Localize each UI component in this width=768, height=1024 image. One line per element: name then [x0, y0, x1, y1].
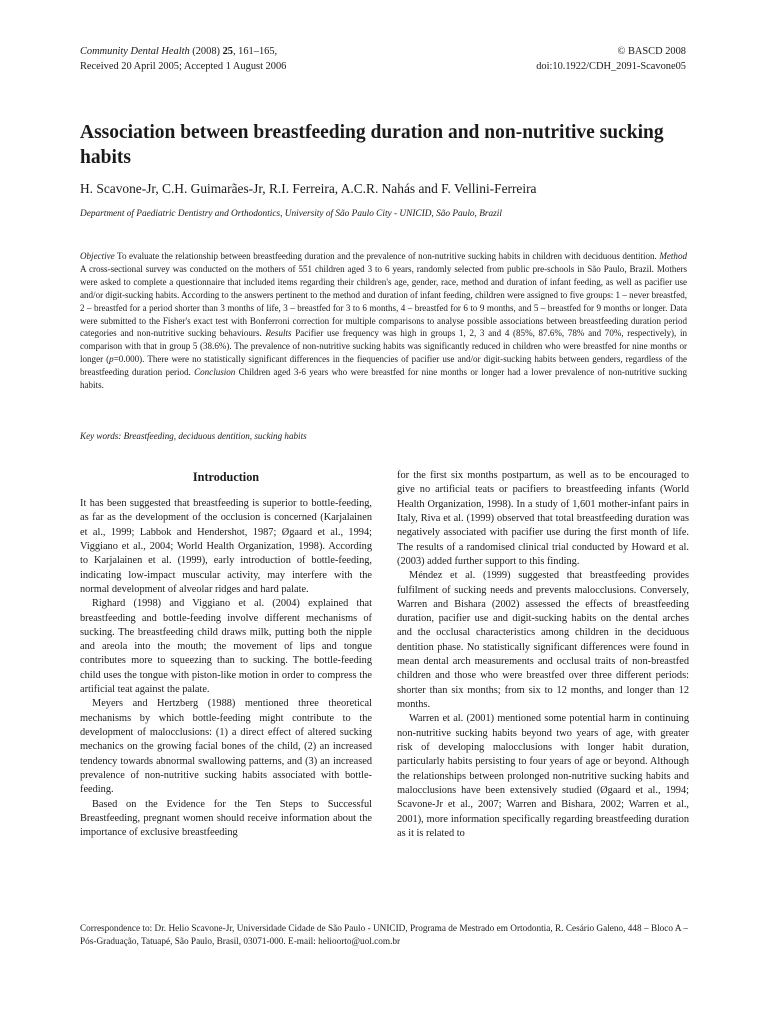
- abstract-method: A cross-sectional survey was conducted on the mothers of 551 children aged 3 to 6 years, randomly selected from public pre-schools in São Paulo, Brazil. Mothers were asked to complete a questionnaire that included items regarding their children's age, gender, race, method and duration of infant feeding, as well as pacifier use and/or digit-sucking habits. According to the answers pertinent to the method and duration of infant feeding, children were assigned to five groups: 1 – never breastfed, 2 – breastfed for a period shorter than 3 months of life, 3 – breastfed for 3 to 6 months, 4 – breastfed for 6 to 9 months, and 5 – breastfed for 9 months or longer. Data were submitted to the Fisher's exact test with Bonferroni correction for multiple comparisons to analyse possible associations between breastfeeding duration period categories and non-nutritive sucking behaviours.: [80, 263, 687, 339]
- abstract-method-label: Method: [659, 251, 687, 261]
- affiliation: Department of Paediatric Dentistry and Orthodontics, University of São Paulo City - UNICID, São Paulo, Brazil: [80, 209, 502, 219]
- body-paragraph: Based on the Evidence for the Ten Steps to Successful Breastfeeding, pregnant women should receive information about the importance of exclusive breastfeeding: [80, 798, 372, 839]
- body-column-right: [397, 469, 689, 841]
- abstract-results: Pacifier use frequency was high in groups 1, 2, 3 and 4 (85%, 87.6%, 78% and 70%, respectively), in comparison with that in group 5 (38.6%). The prevalence of non-nutritive sucking habits was significantly reduced in children who were breastfed for nine months or longer (: [80, 328, 687, 365]
- body-column-left: [80, 470, 372, 841]
- abstract-results-cont: =0.000). There were no statistically significant differences in the fiequencies of pacifier use and/or digit-sucking habits between genders, regardless of the breastfeeding duration period.: [80, 354, 687, 378]
- received-accepted-dates: Received 20 April 2005; Accepted 1 August 2006: [80, 61, 287, 72]
- keywords: Key words: Breastfeeding, deciduous dentition, sucking habits: [80, 431, 307, 441]
- journal-name: Community Dental Health: [80, 46, 190, 57]
- abstract-p-value-symbol: p: [109, 354, 114, 365]
- journal-citation: [80, 44, 286, 74]
- abstract-objective: To evaluate the relationship between breastfeeding duration and the prevalence of non-nutritive sucking habits in children with deciduous dentition.: [114, 251, 660, 261]
- citation-year: (2008): [189, 46, 223, 57]
- citation-line: [80, 44, 286, 59]
- journal-meta: [536, 44, 686, 74]
- body-paragraph: Warren et al. (2001) mentioned some potential harm in continuing non-nutritive sucking habits beyond two years of age, with greater risk of developing malocclusions with longer habit duration, particularly habits persisting to four years of age or beyond. Although the relationships between prolonged non-nutritive sucking habits and malocclusions have been extensively studied (Øgaard et al., 1994; Scavone-Jr et al., 2007; Warren and Bishara, 2002; Warren et al., 2001), more information specifically regarding breastfeeding duration as it is related to: [397, 713, 689, 839]
- section-heading-introduction: Introduction: [192, 470, 260, 484]
- copyright-notice: © BASCD 2008: [617, 46, 686, 57]
- abstract-objective-label: Objective: [80, 251, 115, 261]
- abstract: [80, 250, 687, 392]
- citation-volume: 25: [222, 46, 233, 57]
- body-paragraph: Meyers and Hertzberg (1988) mentioned three theoretical mechanisms by which bottle-feeding might contribute to the development of malocclusions: (1) a direct effect of altered sucking mechanics on the growing facial bones of the child, (2) an increased tendency towards abnormal swallowing patterns, and (3) an increased prevalence of non-nutritive sucking habits associated with bottle-feeding.: [80, 698, 372, 796]
- body-paragraph: It has been suggested that breastfeeding is superior to bottle-feeding, as far as the development of the occlusion is concerned (Karjalainen et al., 1999; Labbok and Hendershot, 1987; Øgaard et al., 1994; Viggiano et al., 2004; World Health Organization, 1998). According to Karjalainen et al. (1999), early introduction of bottle-feeding, indicating low-impact muscular activity, may interfere with the normal development of alveolar ridges and hard palate.: [80, 498, 372, 595]
- citation-pages: , 161–165,: [232, 46, 278, 57]
- body-paragraph: Méndez et al. (1999) suggested that breastfeeding provides fulfilment of sucking needs and prevents malocclusions. Conversely, Warren and Bishara (2002) assessed the effects of breastfeeding duration, pacifier use and digit-sucking habits on the dental arches and the occlusal characteristics among children in the deciduous dentition phase. No statistically significant differences were found in mean dental arch measurements and occlusal traits of non-breastfed children and those who were breastfed over three different periods: shorter than six months; from six to 12 months, and longer than 12 months.: [397, 570, 689, 710]
- correspondence-footnote: Correspondence to: Dr. Helio Scavone-Jr, Universidade Cidade de São Paulo - UNICID, Programa de Mestrado em Ortodontia, R. Cesário Galeno, 448 – Bloco A – Pós-Graduação, Tatuapé, São Paulo, Brasil, 03071-000. E-mail: helioorto@uol.com.br: [80, 924, 688, 947]
- abstract-conclusion: Children aged 3-6 years who were breastfed for nine months or longer had a lower prevalence of non-nutritive sucking habits.: [80, 367, 687, 391]
- body-paragraph: Righard (1998) and Viggiano et al. (2004) explained that breastfeeding and bottle-feeding involve different mechanisms of sucking. The breastfeeding child draws milk, putting both the nipple and areola into the mouth; the movement of lips and tongue contributes more to squeezing than to sucking. The bottle-feeding child uses the tongue with piston-like motion in order to compress the artificial teat against the palate.: [80, 598, 372, 696]
- article-title: Association between breastfeeding duration and non-nutritive sucking habits: [80, 122, 664, 168]
- abstract-conclusion-label: Conclusion: [194, 367, 236, 378]
- author-list: H. Scavone-Jr, C.H. Guimarães-Jr, R.I. Ferreira, A.C.R. Nahás and F. Vellini-Ferreira: [80, 181, 537, 196]
- doi: doi:10.1922/CDH_2091-Scavone05: [536, 61, 686, 72]
- abstract-results-label: Results: [265, 328, 292, 339]
- body-paragraph: for the first six months postpartum, as well as to be encouraged to give no artificial teats or pacifiers to breastfeeding infants (World Health Organization, 1998). In a study of 1,601 mother-infant pairs in Italy, Riva et al. (1999) observed that total breastfeeding duration was negatively associated with pacifier use during the first month of life. The results of a randomised clinical trial conducted by Howard et al. (2003) added further support to this finding.: [397, 470, 689, 567]
